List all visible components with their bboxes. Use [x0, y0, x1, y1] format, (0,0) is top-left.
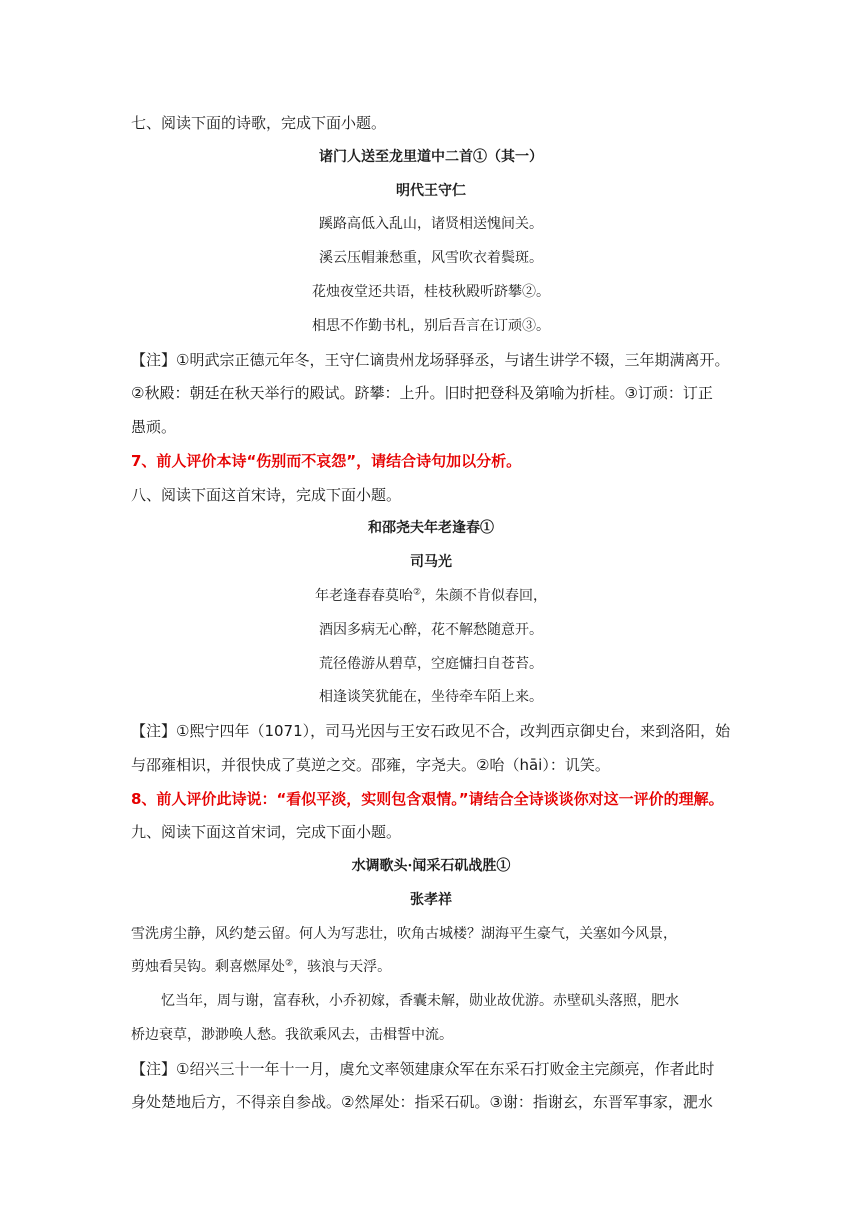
section-8-heading: 八、阅读下面这首宋诗，完成下面小题。	[131, 486, 402, 504]
poem-8-line: 酒因多病无心醉，花不解愁随意开。	[319, 622, 543, 638]
poem-9-body-part: 剪烛看吴钩。剩喜燃犀处	[131, 959, 285, 975]
question-7: 7、前人评价本诗“伤别而不哀怨”，请结合诗句加以分析。	[131, 452, 522, 470]
poem-7-line: 花烛夜堂还共语，桂枝秋殿听跻攀②。	[312, 284, 550, 300]
poem-9-body: 忆当年，周与谢，富春秋，小乔初嫁，香囊未解，勋业故优游。赤壁矶头落照，肥水	[161, 993, 679, 1009]
poem-7-line: 相思不作勤书札，别后吾言在订顽③。	[312, 318, 550, 334]
section-9-heading: 九、阅读下面这首宋词，完成下面小题。	[131, 823, 402, 841]
poem-8-line: 相逢谈笑犹能在，坐待牵车陌上来。	[319, 689, 543, 705]
question-8: 8、前人评价此诗说：“看似平淡，实则包含艰情。”请结合全诗谈谈你对这一评价的理解。	[131, 790, 724, 808]
poem-7-line: 蹊路高低入乱山，诸贤相送愧间关。	[319, 216, 543, 232]
poem-7-title: 诸门人送至龙里道中二首①（其一）	[319, 149, 543, 165]
poem-7-author: 明代王守仁	[396, 183, 466, 199]
note-7-line: 【注】①明武宗正德元年冬，王守仁谪贵州龙场驿驿丞，与诸生讲学不辍，三年期满离开。	[131, 351, 730, 369]
poem-8-line: 荒径倦游从碧草，空庭慵扫自苍苔。	[319, 656, 543, 672]
note-8-line: 【注】①熙宁四年（1071），司马光因与王安石政见不合，改判西京御史台，来到洛阳，始	[131, 722, 731, 740]
footnote-marker: ②	[412, 587, 422, 598]
poem-8-line	[131, 586, 731, 606]
poem-8-title: 和邵尧夫年老逢春①	[368, 520, 494, 536]
poem-7-line: 溪云压帽兼愁重，风雪吹衣着鬓斑。	[319, 250, 543, 266]
poem-9-author: 张孝祥	[410, 892, 452, 908]
poem-9-body: 雪洗虏尘静，风约楚云留。何人为写悲壮，吹角古城楼？湖海平生豪气，关塞如今风景，	[131, 926, 677, 942]
note-8-line: 与邵雍相识，并很快成了莫逆之交。邵雍，字尧夫。②咍（hāi）：讥笑。	[131, 756, 610, 774]
note-7-line: 愚顽。	[131, 418, 177, 436]
note-9-line: 【注】①绍兴三十一年十一月，虞允文率领建康众军在东采石打败金主完颜亮，作者此时	[131, 1060, 715, 1078]
section-7-heading: 七、阅读下面的诗歌，完成下面小题。	[131, 114, 387, 132]
poem-8-line-part: ，朱颜不肯似春回，	[421, 588, 548, 604]
poem-9-title: 水调歌头·闻采石矶战胜①	[351, 858, 511, 874]
poem-9-body	[131, 957, 731, 977]
poem-8-author: 司马光	[410, 554, 452, 570]
poem-9-body-part: ，骇浪与天浮。	[293, 959, 392, 975]
poem-8-line-part: 年老逢春春莫咍	[314, 588, 413, 604]
footnote-marker: ②	[285, 958, 294, 969]
note-9-line: 身处楚地后方，不得亲自参战。②然犀处：指采石矶。③谢：指谢玄，东晋军事家，淝水	[131, 1093, 713, 1111]
poem-9-body: 桥边衰草，渺渺唤人愁。我欲乘风去，击楫誓中流。	[131, 1027, 453, 1043]
note-7-line: ②秋殿：朝廷在秋天举行的殿试。跻攀：上升。旧时把登科及第喻为折桂。③订顽：订正	[131, 384, 713, 402]
